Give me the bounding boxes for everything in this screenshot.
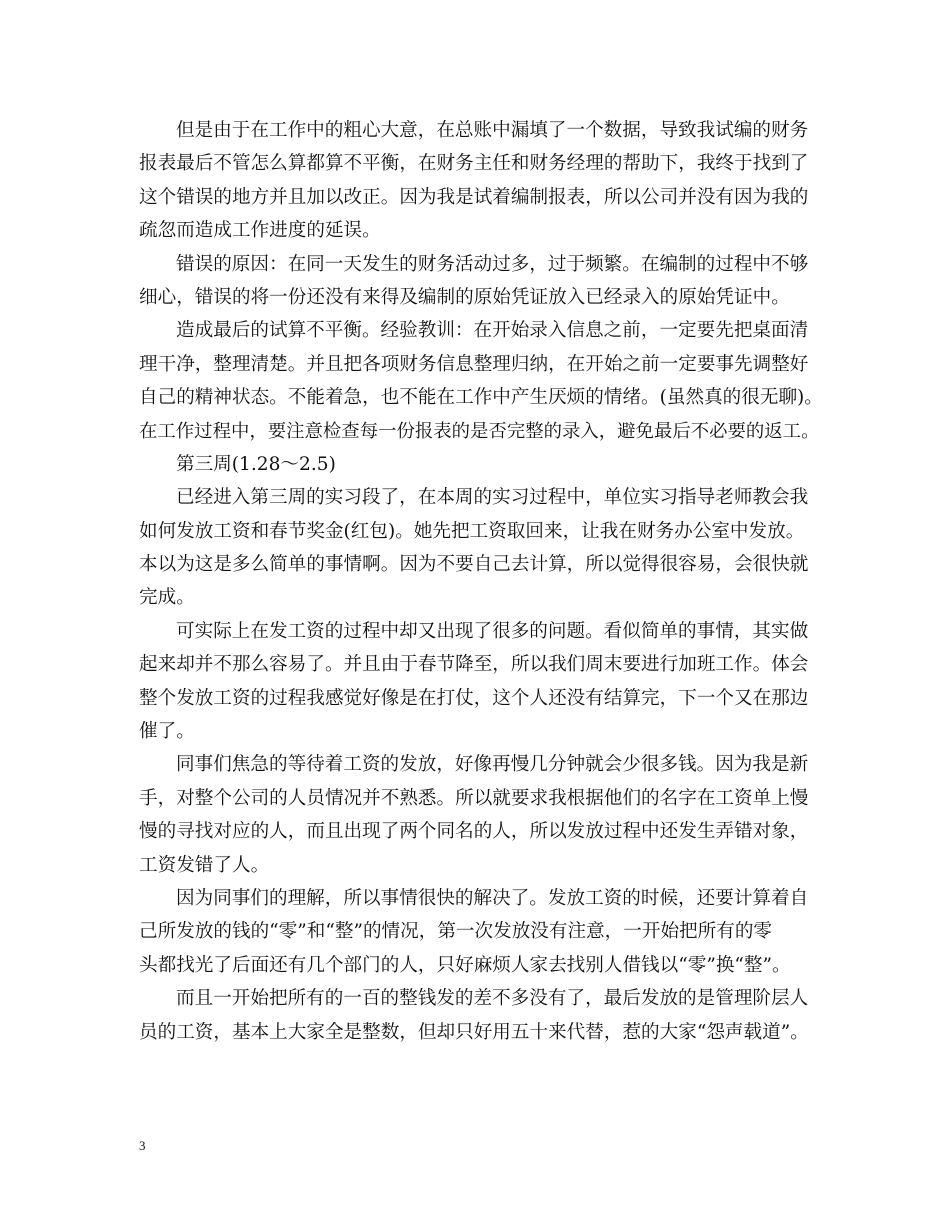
document-body [139,114,823,1049]
paragraph-line: 理干净，整理清楚。并且把各项财务信息整理归纳，在开始之前一定要事先调整好 [139,353,809,375]
paragraph-first-line: 可实际上在发工资的过程中却又出现了很多的问题。看似简单的事情，其实做 [176,620,809,642]
paragraph-first-line: 而且一开始把所有的一百的整钱发的差不多没有了，最后发放的是管理阶层人 [176,988,809,1010]
paragraph-line: 手，对整个公司的人员情况并不熟悉。所以就要求我根据他们的名字在工资单上慢 [139,787,809,809]
paragraph-line: 头都找光了后面还有几个部门的人，只好麻烦人家去找别人借钱以“零”换“整”。 [139,954,791,976]
paragraph-first-line: 第三周(1.28～2.5) [176,453,336,475]
paragraph-line: 在工作过程中，要注意检查每一份报表的是否完整的录入，避免最后不必要的返工。 [139,420,820,442]
paragraph-line: 这个错误的地方并且加以改正。因为我是试着编制报表，所以公司并没有因为我的 [139,186,809,208]
paragraph-line: 疏忽而造成工作进度的延误。 [139,220,381,242]
paragraph-first-line: 但是由于在工作中的粗心大意，在总账中漏填了一个数据，导致我试编的财务 [176,120,809,141]
paragraph-line: 如何发放工资和春节奖金(红包)。她先把工资取回来，让我在财务办公室中发放。 [139,520,805,542]
paragraph-line: 整个发放工资的过程我感觉好像是在打仗，这个人还没有结算完，下一个又在那边 [139,687,809,709]
paragraph-line: 催了。 [139,721,195,743]
paragraph-line: 本以为这是多么简单的事情啊。因为不要自己去计算，所以觉得很容易，会很快就 [139,554,809,576]
paragraph-first-line: 造成最后的试算不平衡。经验教训：在开始录入信息之前，一定要先把桌面清 [176,320,809,342]
paragraph-first-line: 已经进入第三周的实习段了，在本周的实习过程中，单位实习指导老师教会我 [176,487,809,509]
paragraph-first-line: 错误的原因：在同一天发生的财务活动过多，过于频繁。在编制的过程中不够 [176,253,809,275]
paragraph-line: 慢的寻找对应的人，而且出现了两个同名的人，所以发放过程中还发生弄错对象， [139,821,809,843]
paragraph-line: 工资发错了人。 [139,854,270,876]
paragraph-line: 报表最后不管怎么算都算不平衡，在财务主任和财务经理的帮助下，我终于找到了 [139,153,809,175]
paragraph-first-line: 因为同事们的理解，所以事情很快的解决了。发放工资的时候，还要计算着自 [176,887,809,909]
paragraph-line: 己所发放的钱的“零”和“整”的情况，第一次发放没有注意，一开始把所有的零 [139,921,773,943]
page-number: 3 [139,1138,146,1153]
paragraph-line: 起来却并不那么容易了。并且由于春节降至，所以我们周末要进行加班工作。体会 [139,654,809,676]
paragraph-line: 自己的精神状态。不能着急，也不能在工作中产生厌烦的情绪。(虽然真的很无聊)。 [139,387,823,409]
paragraph-line: 完成。 [139,587,195,609]
paragraph-line: 细心，错误的将一份还没有来得及编制的原始凭证放入已经录入的原始凭证中。 [139,286,790,308]
paragraph-line: 员的工资，基本上大家全是整数，但却只好用五十来代替，惹的大家“怨声载道”。 [139,1021,809,1043]
paragraph-first-line: 同事们焦急的等待着工资的发放，好像再慢几分钟就会少很多钱。因为我是新 [176,754,809,776]
